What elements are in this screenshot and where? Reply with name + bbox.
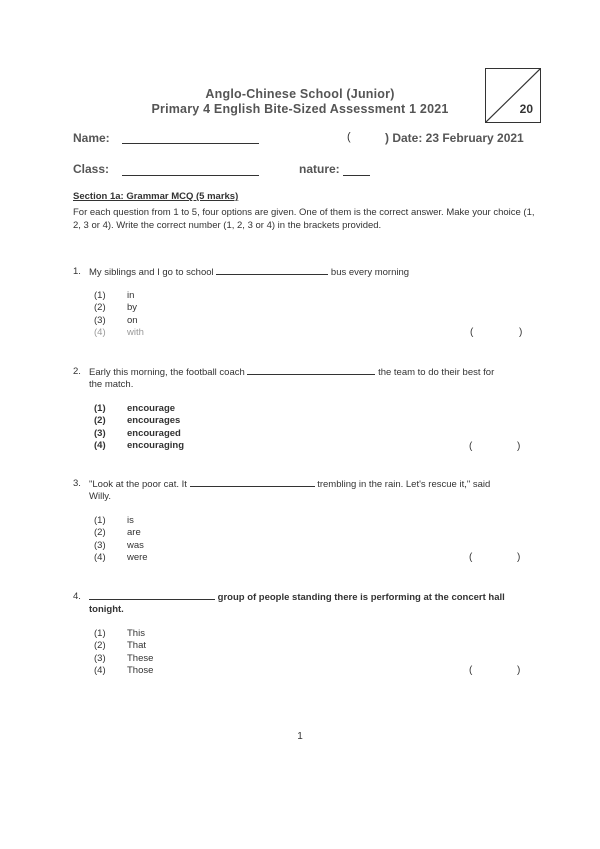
option: (2) That [94, 640, 147, 652]
signature-field[interactable] [343, 175, 370, 176]
option: (2) by [94, 302, 138, 314]
answer-bracket-close: ) [517, 441, 521, 452]
question-3-text [89, 478, 544, 504]
question-2-options [94, 403, 184, 452]
option: (4) encouraging [94, 439, 185, 451]
question-3-options [94, 515, 148, 564]
option: (3) encouraged [94, 427, 181, 439]
option: (4) with [94, 326, 144, 338]
question-stem-end: bus every morning [330, 267, 410, 278]
question-1-text [89, 266, 544, 279]
assessment-title: Primary 4 English Bite-Sized Assessment 1 2021 [151, 102, 449, 116]
date-text: ) Date: 23 February 2021 [385, 131, 524, 145]
option: (3) on [94, 314, 138, 326]
option: (1) encourage [94, 403, 176, 414]
option: (2) encourages [94, 415, 181, 427]
section-instructions: For each question from 1 to 5, four options are given. One of them is the correct answer. Make your choice (1, 2, 3 or 4). Write the correct number (1, 2, 3 or 4) in the brackets provided. [73, 207, 535, 231]
option: (4) Those [94, 664, 154, 676]
answer-blank [190, 478, 315, 487]
name-field[interactable] [122, 143, 259, 144]
question-stem: Early this morning, the football coach [89, 367, 245, 378]
answer-bracket-close: ) [517, 552, 521, 563]
answer-bracket-open: ( [469, 552, 473, 563]
option: (1) is [94, 515, 134, 526]
question-1-options [94, 290, 144, 339]
option: (4) were [94, 551, 148, 563]
question-4-text [89, 591, 549, 617]
question-stem-line2: tonight. [89, 604, 124, 616]
question-stem: "Look at the poor cat. It [89, 479, 187, 490]
question-number: 1. [73, 266, 81, 277]
question-2-text [89, 366, 544, 392]
option: (1) This [94, 628, 145, 639]
class-label: Class: [73, 162, 110, 176]
answer-bracket-close: ) [519, 327, 523, 338]
question-stem-line2: the match. [89, 379, 134, 391]
answer-blank [216, 266, 328, 275]
option: (3) was [94, 539, 144, 551]
school-title: Anglo-Chinese School (Junior) [205, 87, 395, 101]
answer-bracket-open: ( [469, 441, 473, 452]
option: (3) These [94, 652, 154, 664]
score-total: 20 [519, 102, 533, 116]
answer-blank [247, 366, 375, 375]
option: (2) are [94, 527, 141, 539]
answer-bracket-close: ) [517, 665, 521, 676]
question-4-options [94, 628, 153, 677]
section-title: Section 1a: Grammar MCQ (5 marks) [73, 191, 239, 202]
score-box [485, 68, 541, 123]
question-stem-line2: Willy. [89, 491, 111, 503]
question-stem-end: group of people standing there is performing at the concert hall [217, 592, 505, 603]
question-number: 3. [73, 478, 81, 489]
question-stem: My siblings and I go to school [89, 267, 214, 278]
option: (1) in [94, 290, 135, 301]
answer-bracket-open: ( [469, 665, 473, 676]
index-bracket: ( [347, 131, 351, 143]
answer-bracket-open: ( [470, 327, 474, 338]
question-stem-end: trembling in the rain. Let's rescue it," said [317, 479, 491, 490]
signature-label: nature: [299, 162, 340, 176]
question-number: 4. [73, 591, 81, 602]
page-number: 1 [297, 731, 303, 742]
name-label: Name: [73, 131, 110, 145]
class-field[interactable] [122, 175, 259, 176]
question-number: 2. [73, 366, 81, 377]
answer-blank [89, 591, 215, 600]
question-stem-end: the team to do their best for [378, 367, 495, 378]
